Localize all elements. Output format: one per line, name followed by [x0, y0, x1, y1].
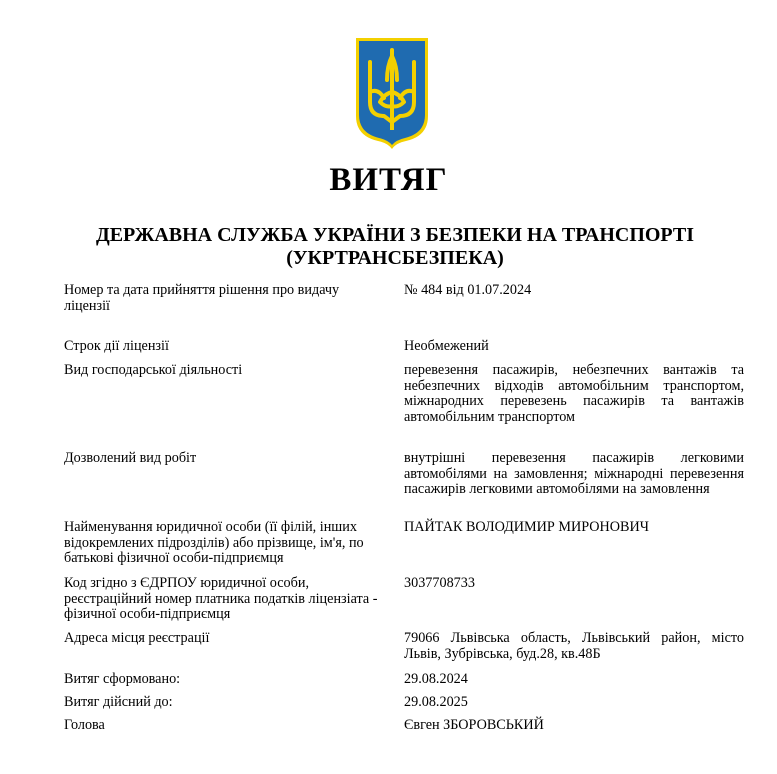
field-value: перевезення пасажирів, небезпечних вантажів та небезпечних відходів автомобільним транспортом, міжнародних перевезень пасажирів та вантажів автомобільним транспортом	[404, 362, 744, 425]
field-label: Найменування юридичної особи (її філій, інших відокремлених підрозділів) або прізвище, ім'я, по батькові фізичної особи-підприємця	[64, 519, 364, 566]
field-label: Витяг сформовано:	[64, 671, 181, 687]
agency-name	[60, 224, 730, 270]
document-title: ВИТЯГ	[329, 162, 448, 198]
field-value: 29.08.2025	[404, 694, 468, 710]
field-label: Вид господарської діяльності	[64, 362, 243, 378]
ukraine-coat-of-arms-icon	[354, 36, 430, 151]
field-value: внутрішні перевезення пасажирів легковими автомобілями на замовлення; міжнародні перевезення пасажирів легковими автомобілями на замовлення	[404, 450, 744, 497]
field-label: Голова	[64, 717, 105, 733]
agency-name-line: ДЕРЖАВНА СЛУЖБА УКРАЇНИ З БЕЗПЕКИ НА ТРАНСПОРТІ	[95, 224, 695, 246]
field-value: 79066 Львівська область, Львівський район, місто Львів, Зубрівська, буд.28, кв.48Б	[404, 630, 744, 662]
field-label: Код згідно з ЄДРПОУ юридичної особи, реєстраційний номер платника податків ліцензіата - фізичної особи-підприємця	[64, 575, 378, 622]
agency-abbreviation: (УКРТРАНСБЕЗПЕКА)	[286, 247, 504, 269]
field-value: 29.08.2024	[404, 671, 468, 687]
field-value: Необмежений	[404, 338, 489, 354]
field-value: ПАЙТАК ВОЛОДИМИР МИРОНОВИЧ	[404, 519, 649, 535]
field-value: Євген ЗБОРОВСЬКИЙ	[404, 717, 544, 733]
field-label: Дозволений вид робіт	[64, 450, 197, 466]
field-value: № 484 від 01.07.2024	[404, 282, 532, 298]
field-label: Строк дії ліцензії	[64, 338, 169, 354]
field-label: Номер та дата прийняття рішення про видачу ліцензії	[64, 282, 340, 314]
field-label: Витяг дійсний до:	[64, 694, 173, 710]
field-label: Адреса місця реєстрації	[64, 630, 210, 646]
field-value: 3037708733	[404, 575, 475, 591]
